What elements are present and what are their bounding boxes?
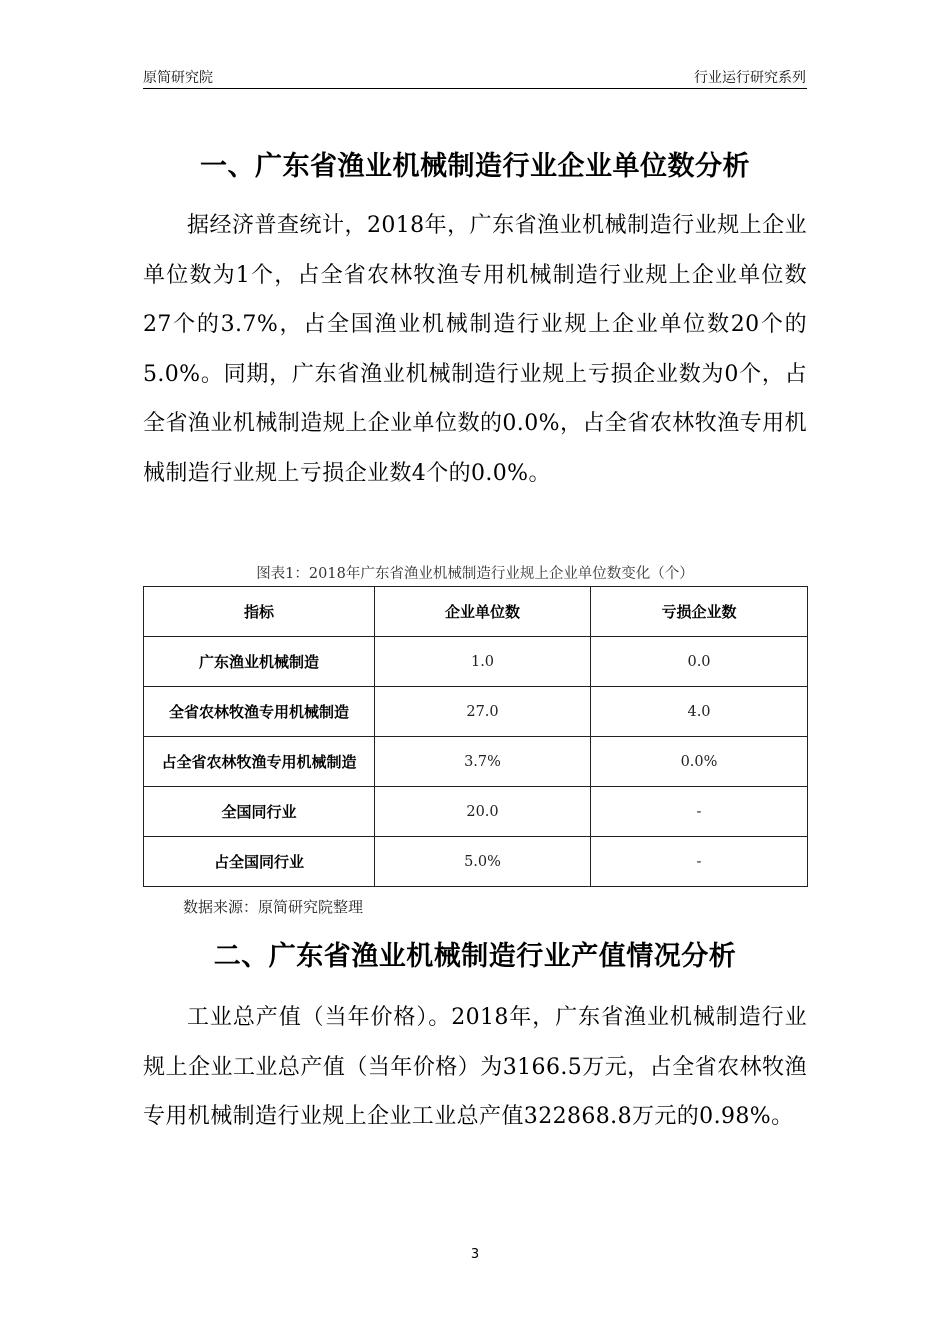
- table-row: [144, 637, 808, 687]
- section-1-paragraph: 据经济普查统计，2018年，广东省渔业机械制造行业规上企业单位数为1个，占全省农林牧渔专用机械制造行业规上企业单位数27个的3.7%，占全国渔业机械制造行业规上企业单位数20个的5.0%。同期，广东省渔业机械制造行业规上亏损企业数为0个，占全省渔业机械制造规上企业单位数的0.0%，占全省农林牧渔专用机械制造行业规上亏损企业数4个的0.0%。: [143, 213, 807, 486]
- enterprise-count-cell: 3.7%: [375, 737, 591, 787]
- column-header-loss-count: 亏损企业数: [591, 587, 808, 637]
- table-row: [144, 837, 808, 887]
- table-header-row: [144, 587, 808, 637]
- section-1-title: 一、广东省渔业机械制造行业企业单位数分析: [200, 151, 750, 182]
- section-2-paragraph: 工业总产值（当年价格）。2018年，广东省渔业机械制造行业规上企业工业总产值（当年价格）为3166.5万元，占全省农林牧渔专用机械制造行业规上企业工业总产值322868.8万元的0.98%。: [143, 1005, 807, 1129]
- enterprise-count-cell: 27.0: [375, 687, 591, 737]
- loss-count-cell: -: [591, 787, 808, 837]
- table-row: [144, 687, 808, 737]
- row-label: 全省农林牧渔专用机械制造: [144, 687, 375, 737]
- table-row: [144, 737, 808, 787]
- table-row: [144, 787, 808, 837]
- loss-count-cell: 0.0: [591, 637, 808, 687]
- header-org-name: 原简研究院: [143, 70, 213, 86]
- row-label: 占全国同行业: [144, 837, 375, 887]
- data-source-note: 数据来源：原简研究院整理: [183, 898, 364, 916]
- loss-count-cell: -: [591, 837, 808, 887]
- enterprise-count-cell: 20.0: [375, 787, 591, 837]
- table-caption: 图表1：2018年广东省渔业机械制造行业规上企业单位数变化（个）: [256, 566, 694, 582]
- header-divider: [143, 88, 807, 89]
- page-number: 3: [470, 1247, 480, 1262]
- row-label: 广东渔业机械制造: [144, 637, 375, 687]
- loss-count-cell: 4.0: [591, 687, 808, 737]
- enterprise-count-cell: 1.0: [375, 637, 591, 687]
- row-label: 全国同行业: [144, 787, 375, 837]
- header-series-name: 行业运行研究系列: [694, 70, 806, 86]
- section-2-title: 二、广东省渔业机械制造行业产值情况分析: [213, 941, 737, 972]
- column-header-indicator: 指标: [144, 587, 375, 637]
- loss-count-cell: 0.0%: [591, 737, 808, 787]
- row-label: 占全省农林牧渔专用机械制造: [144, 737, 375, 787]
- enterprise-count-table: [143, 586, 808, 887]
- enterprise-count-cell: 5.0%: [375, 837, 591, 887]
- column-header-enterprise-count: 企业单位数: [375, 587, 591, 637]
